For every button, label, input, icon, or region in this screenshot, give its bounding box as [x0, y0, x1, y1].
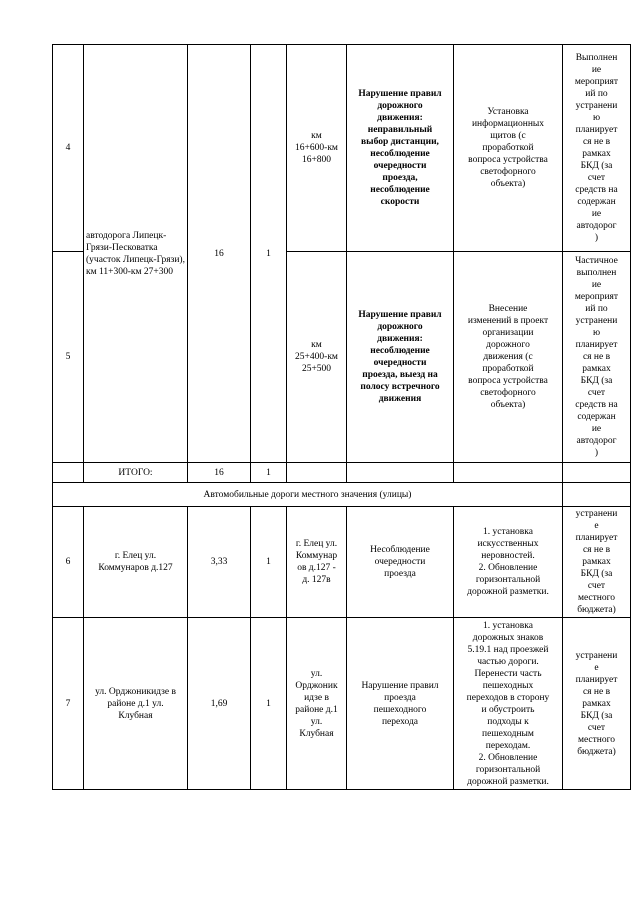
accident-count-cell: 1,69: [188, 618, 251, 790]
row-number: 6: [53, 507, 84, 618]
km-location-cell: км 25+400-км 25+500: [287, 252, 347, 463]
empty-cell: [53, 463, 84, 483]
measures-cell: 1. установка дорожных знаков 5.19.1 над проезжей частью дороги. Перенести часть пешеходных переходов в сторону и обустроить подходы к пешеходным переходам. 2. Обновление горизонтальной дорожной разметки.: [454, 618, 563, 790]
accident-count-cell: 3,33: [188, 507, 251, 618]
places-count-cell: 1: [251, 618, 287, 790]
total-count: 16: [188, 463, 251, 483]
status-cell: Частичное выполнен ие мероприят ий по устранени ю планирует ся не в рамках БКД (за счет средств на содержан ие автодорог ): [563, 252, 631, 463]
violation-cell: Нарушение правил дорожного движения: несоблюдение очередности проезда, выезд на полосу встречного движения: [347, 252, 454, 463]
violation-cell: Несоблюдение очередности проезда: [347, 507, 454, 618]
status-cell: Выполнен ие мероприят ий по устранени ю планирует ся не в рамках БКД (за счет средств на содержан ие автодорог ): [563, 45, 631, 252]
section-header-row: [53, 483, 631, 507]
places-count-cell: 1: [251, 45, 287, 463]
road-name-cell: ул. Орджоникидзе в районе д.1 ул. Клубная: [84, 618, 188, 790]
accident-count-cell: 16: [188, 45, 251, 463]
table-row-total: [53, 463, 631, 483]
row-number: 7: [53, 618, 84, 790]
empty-cell: [347, 463, 454, 483]
violation-cell: Нарушение правил проезда пешеходного перехода: [347, 618, 454, 790]
km-location-cell: г. Елец ул. Коммунар ов д.127 - д. 127в: [287, 507, 347, 618]
measures-cell: Внесение изменений в проект организации дорожного движения (с проработкой вопроса устройства светофорного объекта): [454, 252, 563, 463]
empty-cell: [454, 463, 563, 483]
measures-cell: Установка информационных щитов (с проработкой вопроса устройства светофорного объекта): [454, 45, 563, 252]
table-row-6: [53, 507, 631, 618]
section-title: Автомобильные дороги местного значения (улицы): [53, 483, 563, 507]
road-name-cell: г. Елец ул. Коммунаров д.127: [84, 507, 188, 618]
empty-cell: [287, 463, 347, 483]
table-row-4: [53, 45, 631, 252]
status-cell: устранени е планирует ся не в рамках БКД (за счет местного бюджета): [563, 507, 631, 618]
road-name-cell: автодорога Липецк-Грязи-Песковатка (участок Липецк-Грязи), км 11+300-км 27+300: [84, 45, 188, 463]
empty-cell: [563, 463, 631, 483]
km-location-cell: км 16+600-км 16+800: [287, 45, 347, 252]
km-location-cell: ул. Орджоник идзе в районе д.1 ул. Клубная: [287, 618, 347, 790]
empty-cell: [563, 483, 631, 507]
table-row-7: [53, 618, 631, 790]
row-number: 5: [53, 252, 84, 463]
measures-cell: 1. установка искусственных неровностей. 2. Обновление горизонтальной дорожной разметки.: [454, 507, 563, 618]
row-number: 4: [53, 45, 84, 252]
total-places: 1: [251, 463, 287, 483]
violation-cell: Нарушение правил дорожного движения: неправильный выбор дистанции, несоблюдение очередности проезда, несоблюдение скорости: [347, 45, 454, 252]
status-cell: устранени е планирует ся не в рамках БКД (за счет местного бюджета): [563, 618, 631, 790]
accident-sites-table: [52, 44, 631, 790]
total-label: ИТОГО:: [84, 463, 188, 483]
places-count-cell: 1: [251, 507, 287, 618]
